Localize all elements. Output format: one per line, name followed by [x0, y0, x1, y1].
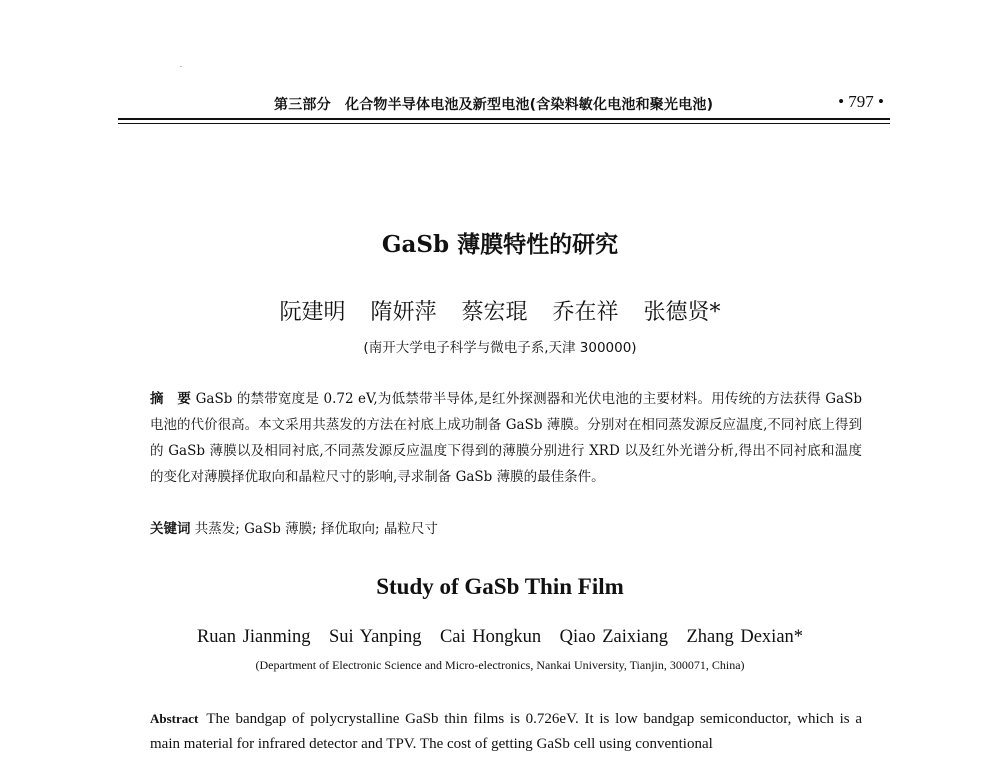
- header-rule-thin: [118, 123, 890, 124]
- abstract-english-text: The bandgap of polycrystalline GaSb thin films is 0.726eV. It is low bandgap semiconductor, which is a main material for infrared detector and TPV. The cost of getting GaSb cell using conventional: [150, 711, 862, 752]
- affiliation-english: (Department of Electronic Science and Micro-electronics, Nankai University, Tianjin, 300071, China): [255, 658, 745, 672]
- keywords-chinese-label: 关键词: [150, 521, 191, 537]
- abstract-chinese: [150, 386, 862, 490]
- abstract-chinese-label: 摘 要: [150, 391, 192, 407]
- keywords-chinese: [150, 517, 862, 537]
- authors-english: Ruan Jianming Sui Yanping Cai Hongkun Qiao Zaixiang Zhang Dexian*: [196, 627, 804, 647]
- running-header-title: 第三部分 化合物半导体电池及新型电池(含染料敏化电池和聚光电池): [274, 97, 714, 113]
- title-chinese: GaSb 薄膜特性的研究: [381, 231, 619, 258]
- header-rule-thick: [118, 118, 890, 120]
- scan-speck: [180, 66, 182, 67]
- title-english: Study of GaSb Thin Film: [376, 574, 624, 599]
- affiliation-chinese: (南开大学电子科学与微电子系,天津 300000): [363, 340, 637, 356]
- authors-chinese: 阮建明 隋妍萍 蔡宏琨 乔在祥 张德贤*: [279, 300, 721, 325]
- running-header: [118, 92, 890, 114]
- abstract-chinese-text: GaSb 的禁带宽度是 0.72 eV,为低禁带半导体,是红外探测器和光伏电池的主要材料。用传统的方法获得 GaSb 电池的代价很高。本文采用共蒸发的方法在衬底上成功制备 GaSb 薄膜。分别对在相同蒸发源反应温度,不同衬底上得到的 GaSb 薄膜以及相同衬底,不同蒸发源反应温度下得到的薄膜分别进行 XRD 以及红外光谱分析,得出不同衬底和温度的变化对薄膜择优取向和晶粒尺寸的影响,寻求制备 GaSb 薄膜的最佳条件。: [150, 391, 863, 485]
- keywords-chinese-text: 共蒸发; GaSb 薄膜; 择优取向; 晶粒尺寸: [194, 521, 438, 537]
- abstract-english-label: Abstract: [150, 711, 199, 726]
- abstract-english: [150, 706, 862, 757]
- page-number: • 797 •: [838, 92, 884, 111]
